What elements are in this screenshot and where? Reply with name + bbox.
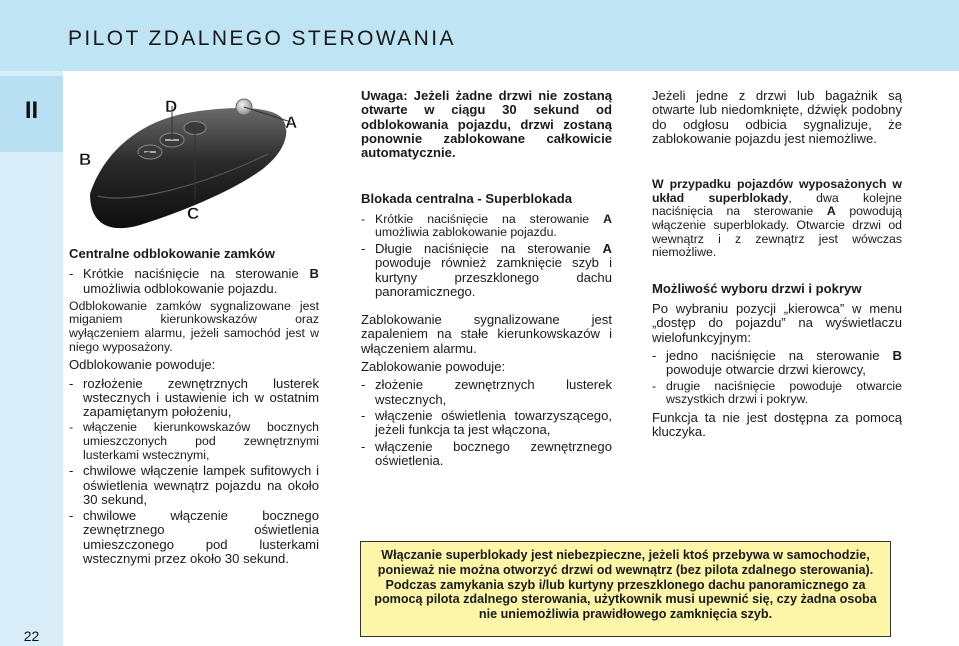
warning-line-1: Włączanie superblokady jest niebezpieczne, jeżeli ktoś przebywa w samochodzie, ponieważ nie można otworzyć drzwi od wewnątrz (bez pilota zdalnego sterowania).: [377, 548, 874, 577]
chapter-number: II: [24, 97, 39, 124]
list-item: - rozłożenie zewnętrznych lusterek wstecznych i ustawienie ich w ostatnim zapamiętanym położeniu,: [69, 377, 319, 420]
door-selection-list: [652, 349, 902, 407]
list-item: - złożenie zewnętrznych lusterek wstecznych,: [361, 378, 612, 407]
column-2: [361, 89, 612, 472]
remote-key-illustration: [68, 92, 323, 242]
page-number: 22: [23, 628, 40, 644]
sidebar-band: [0, 71, 63, 646]
page-title: PILOT ZDALNEGO STEROWANIA: [68, 27, 456, 50]
column-1: [69, 247, 319, 570]
unlock-effects-intro: Odblokowanie powoduje:: [69, 357, 216, 373]
unlock-effects-list: [69, 377, 319, 567]
column-3: [652, 89, 902, 443]
label-c: C: [187, 204, 200, 223]
superlock-text: W przypadku pojazdów wyposażonych w układ superblokady, dwa kolejne naciśnięcia na sterowanie A powodują włączenie superblokady. Otwarcie drzwi od wewnątrz i z zewnątrz jest wówczas niemożliwe.: [652, 177, 902, 260]
door-selection-text: Po wybraniu pozycji „kierowca” w menu „dostęp do pojazdu” na wyświetlaczu wielofunkcyjnym:: [652, 301, 902, 345]
unlock-heading: Centralne odblokowanie zamków: [69, 246, 275, 261]
unlock-list: [69, 267, 319, 296]
lock-effects-list: [361, 378, 612, 468]
list-item: - Krótkie naciśnięcie na sterowanie B umożliwia odblokowanie pojazdu.: [69, 267, 319, 296]
label-a: A: [285, 113, 298, 132]
list-item: - chwilowe włączenie bocznego zewnętrznego oświetlenia umieszczonego pod lusterkami wstecznymi przez około 30 sekund.: [69, 509, 319, 566]
list-item: - jedno naciśnięcie na sterowanie B powoduje otwarcie drzwi kierowcy,: [652, 349, 902, 378]
central-lock-heading: Blokada centralna - Superblokada: [361, 191, 573, 207]
label-b: B: [79, 150, 92, 169]
list-item: - Krótkie naciśnięcie na sterowanie A umożliwia zablokowanie pojazdu.: [361, 213, 612, 240]
list-item: - chwilowe włączenie lampek sufitowych i oświetlenia wewnątrz pojazdu na około 30 sekund,: [69, 464, 319, 507]
list-item: - włączenie oświetlenia towarzyszącego, jeżeli funkcja ta jest włączona,: [361, 409, 612, 438]
unlock-signal-text: Odblokowanie zamków sygnalizowane jest miganiem kierunkowskazów oraz wyłączeniem alarmu, jeżeli samochód jest w niego wyposażony.: [69, 298, 319, 354]
list-item: - drugie naciśnięcie powoduje otwarcie wszystkich drzwi i pokryw.: [652, 380, 902, 407]
warning-line-2: Podczas zamykania szyb i/lub kurtyny przeszklonego dachu panoramicznego za pomocą pilota zdalnego sterowania, użytkownik musi upewnić się, czy żadna osoba nie uniemożliwia prawidłowego zamknięcia szyb.: [374, 577, 877, 622]
list-item: - włączenie bocznego zewnętrznego oświetlenia.: [361, 440, 612, 469]
door-open-warning-text: Jeżeli jedne z drzwi lub bagażnik są otwarte lub niedomknięte, dźwięk podobny do odgłosu odbicia sygnalizuje, że zablokowanie pojazdu jest niemożliwe.: [652, 88, 902, 146]
superlock-warning-box: [360, 541, 891, 637]
door-selection-heading: Możliwość wyboru drzwi i pokryw: [652, 280, 862, 296]
auto-relock-note: Uwaga: Jeżeli żadne drzwi nie zostaną otwarte w ciągu 30 sekund od odblokowania pojazdu, drzwi zostaną ponownie zablokowane całkowicie automatycznie.: [361, 88, 612, 161]
key-unavailable-text: Funkcja ta nie jest dostępna za pomocą kluczyka.: [652, 409, 902, 440]
list-item: - Długie naciśnięcie na sterowanie A powoduje również zamknięcie szyb i kurtyny przeszklonego dachu panoramicznego.: [361, 242, 612, 299]
lock-list: [361, 213, 612, 299]
lock-signal-text: Zablokowanie sygnalizowane jest zapaleniem na stałe kierunkowskazów i włączeniem alarmu.: [361, 312, 612, 356]
lock-effects-intro: Zablokowanie powoduje:: [361, 359, 506, 375]
label-d: D: [165, 97, 178, 116]
list-item: - włączenie kierunkowskazów bocznych umieszczonych pod zewnętrznymi lusterkami wstecznymi,: [69, 421, 319, 462]
